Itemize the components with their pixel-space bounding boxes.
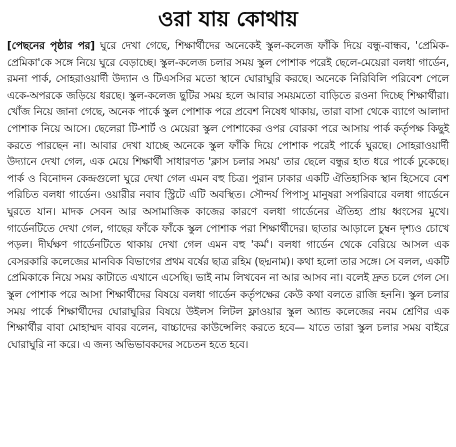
- article-body-text: ঘুরে দেখা গেছে, শিক্ষার্থীদের অনেকেই স্কুল-কলেজ ফাঁকি দিয়ে বন্ধু-বান্ধব, 'প্রেমিক-প্রেমিকা'কে সঙ্গে নিয়ে ঘুরে বেড়াচ্ছে। স্কুল-কলেজ চলার সময় স্কুল পোশাক পরেই ছেলে-মেয়েরা বলধা গার্ডেন, রমনা পার্ক, সোহরাওয়ার্দী উদ্যান ও টিএসসির মতো স্থানে ঘোরাঘুরি করছে। অনেকে নিরিবিলি পরিবেশ পেলে একে-অপরকে জড়িয়ে ধরছে। স্কুল-কলেজ ছুটির সময় হলে আবার সময়মতো বাড়িতে রওনা দিচ্ছে শিক্ষার্থীরা। খোঁজ নিয়ে জানা গেছে, অনেক পার্কে স্কুল পোশাক পরে প্রবেশ নিষেধ থাকায়, তারা বাসা থেকে ব্যাগে আলাদা পোশাক নিয়ে আসে। ছেলেরা টি-শার্ট ও মেয়েরা স্কুল পোশাকের ওপর বোরকা পরে আসায় পার্ক কর্তৃপক্ষ কিছুই করতে পারছেন না। আবার দেখা যাচ্ছে অনেকে স্কুল ফাঁকি দিয়ে পোশাক পরেই পার্কে ঘুরছে। সোহরাওয়ার্দী উদ্যানে দেখা গেল, এক মেয়ে শিক্ষার্থী সাধারণত 'ক্লাস চলার সময়' তার ছেলে বন্ধুর হাত ধরে পার্কে ঢুকেছে। পার্ক ও বিনোদন কেন্দ্রগুলো ঘুরে দেখা গেল এমন বহু চিত্র। পুরান ঢাকার একটি ঐতিহাসিক স্থান হিসেবে বেশ পরিচিত বলধা গার্ডেন। ওয়ারীর নবাব স্ট্রিটে এটি অবস্থিত। সৌন্দর্য পিপাসু মানুষরা সপরিবারে বলধা গার্ডেনে ঘুরতে যান। মাদক সেবন আর অসামাজিক কাজের কারণে বলধা গার্ডেনের ঐতিহ্য প্রায় ধ্বংসের মুখে। গার্ডেনটিতে দেখা গেল, গাছের ফাঁকে ফাঁকে স্কুল পোশাক পরা শিক্ষার্থীদের। ছাতার আড়ালে চুম্বন দৃশ্যও চোখে পড়ল। দীর্ঘক্ষণ গার্ডেনটিতে থাকায় দেখা গেল এমন বহু 'কর্ম'। বলধা গার্ডেন থেকে বেরিয়ে আসল এক বেসরকারি কলেজের মানবিক বিভাগের প্রথম বর্ষের ছাত্র রহিম (ছদ্মনাম)। কথা হলো তার সঙ্গে। সে বলল, একটি প্রেমিকাকে নিয়ে সময় কাটাতে এখানে এসেছি। ভাই নাম লিখবেন না আর আসব না। বলেই দ্রুত চলে গেল সে। স্কুল পোশাক পরে আসা শিক্ষার্থীদের বিষয়ে বলধা গার্ডেন কর্তৃপক্ষের কেউ কথা বলতে রাজি হননি। স্কুল চলার সময় পার্কে শিক্ষার্থীদের ঘোরাঘুরির বিষয়ে উইলস লিটল ফ্লাওয়ার স্কুল অ্যান্ড কলেজের নবম শ্রেণির এক শিক্ষার্থীর বাবা মোহাম্মদ বাবর বলেন, বাচ্চাদের কাউন্সেলিং করতে হবে— যাতে তারা স্কুল চলার সময় বাইরে ঘোরাঘুরি না করে। এ জন্য অভিভাবকদের সচেতন হতে হবে।: [7, 40, 449, 351]
- article-headline: ওরা যায় কোথায়: [158, 7, 298, 31]
- continuation-tag: [পেছনের পৃষ্ঠার পর]: [7, 40, 95, 52]
- article-body: [7, 38, 449, 353]
